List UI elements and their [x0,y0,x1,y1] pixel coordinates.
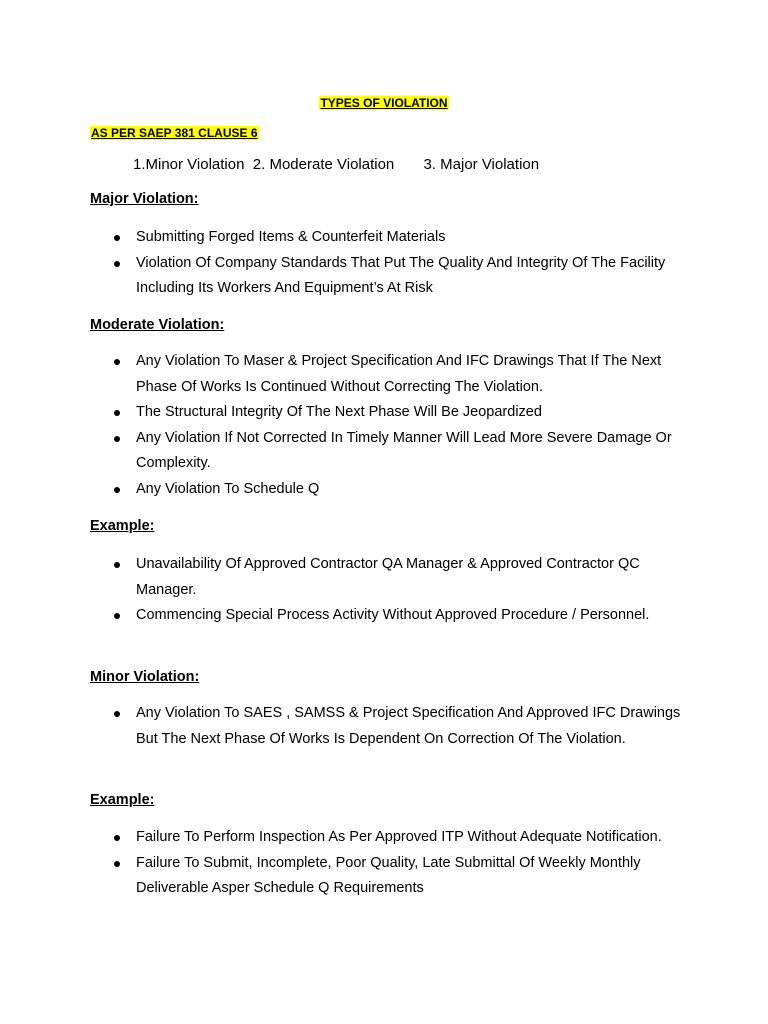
bullet-icon [114,261,120,267]
list-item [0,251,768,302]
list-item-text: Failure To Perform Inspection As Per Approved ITP Without Adequate Notification. [136,829,662,845]
major-violation-list [0,225,768,302]
violation-types-line [133,156,539,173]
list-item-text: Commencing Special Process Activity Without Approved Procedure / Personnel. [136,607,650,623]
bullet-icon [114,235,120,241]
violation-type-major: 3. Major Violation [423,156,540,173]
violation-type-minor: 1.Minor Violation [133,156,245,173]
list-item [0,400,768,426]
list-item-text: Submitting Forged Items & Counterfeit Materials [136,229,446,245]
bullet-icon [114,410,120,416]
list-item-text: Failure To Submit, Incomplete, Poor Quality, Late Submittal Of Weekly Monthly Deliverable Asper Schedule Q Requirements [136,854,641,896]
list-item [0,552,768,603]
list-item-text: Any Violation To SAES , SAMSS & Project Specification And Approved IFC Drawings But The Next Phase Of Works Is Dependent On Correction Of The Violation. [136,705,681,747]
list-item [0,603,768,629]
subtitle-container [90,124,259,142]
list-item [0,477,768,503]
section-heading-example-moderate: Example: [90,518,155,534]
section-heading-minor: Minor Violation: [90,669,200,685]
bullet-icon [114,613,120,619]
bullet-icon [114,436,120,442]
list-item [0,701,768,752]
list-item [0,825,768,851]
violation-type-moderate: 2. Moderate Violation [252,156,395,173]
bullet-icon [114,711,120,717]
list-item [0,349,768,400]
bullet-icon [114,562,120,568]
section-heading-example-minor: Example: [90,792,155,808]
document-title: TYPES OF VIOLATION [320,96,448,110]
moderate-violation-list [0,349,768,502]
list-item [0,426,768,477]
bullet-icon [114,359,120,365]
section-heading-major: Major Violation: [90,191,199,207]
document-subtitle: AS PER SAEP 381 CLAUSE 6 [91,126,258,140]
bullet-icon [114,861,120,867]
list-item-text: Any Violation To Maser & Project Specification And IFC Drawings That If The Next Phase Of Works Is Continued Without Correcting The Violation. [136,353,662,395]
list-item-text: Any Violation To Schedule Q [136,480,320,497]
list-item-text: Unavailability Of Approved Contractor QA Manager & Approved Contractor QC Manager. [136,556,640,598]
section-heading-moderate: Moderate Violation: [90,317,225,333]
minor-example-list [0,825,768,902]
list-item-text: The Structural Integrity Of The Next Phase Will Be Jeopardized [136,404,542,420]
bullet-icon [114,487,120,493]
list-item [0,225,768,251]
list-item [0,851,768,902]
title-container [0,94,768,112]
bullet-icon [114,835,120,841]
moderate-example-list [0,552,768,629]
minor-violation-list [0,701,768,752]
list-item-text: Violation Of Company Standards That Put The Quality And Integrity Of The Facility Including Its Workers And Equipment’s At Risk [136,254,666,296]
list-item-text: Any Violation If Not Corrected In Timely Manner Will Lead More Severe Damage Or Complexity. [136,429,672,471]
